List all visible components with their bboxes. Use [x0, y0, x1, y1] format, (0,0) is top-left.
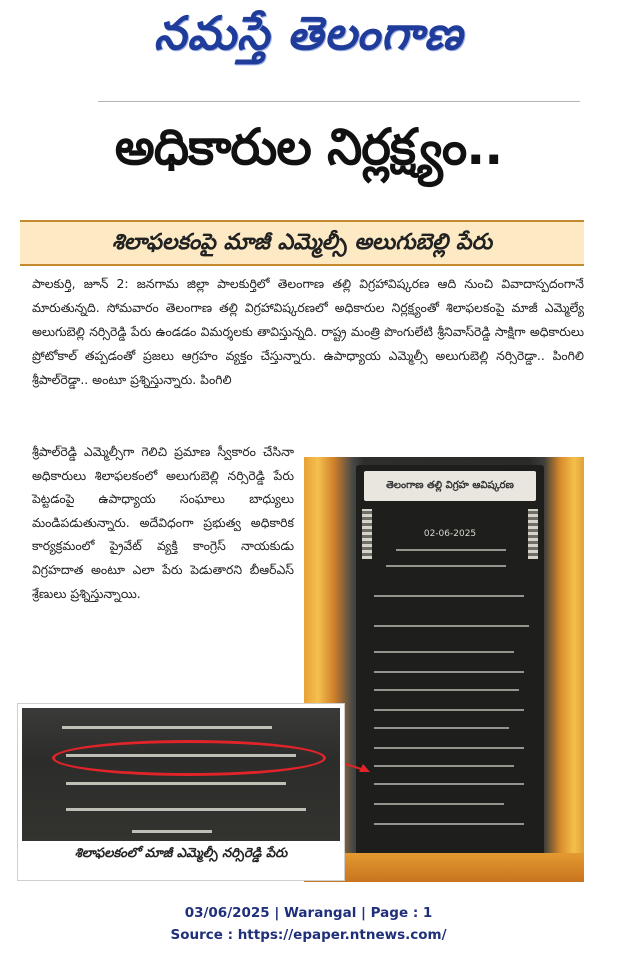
plaque-text-line	[396, 549, 506, 551]
inset-text-line	[62, 726, 272, 729]
plaque-text-line	[374, 747, 524, 749]
inset-text-line	[132, 830, 212, 833]
footer-source: Source : https://epaper.ntnews.com/	[170, 927, 447, 943]
article-subheadline: శిలాఫలకంపై మాజీ ఎమ్మెల్సీ అలుగుబెల్లి పేరు	[20, 220, 584, 266]
plaque-text-line	[374, 823, 524, 825]
plaque-text-line	[374, 803, 504, 805]
plaque-text-line	[374, 727, 509, 729]
highlight-ring	[52, 740, 326, 776]
plaque-text-line	[374, 671, 524, 673]
inset-plaque-closeup	[22, 708, 340, 841]
inset-caption: శిలాఫలకంలో మాజీ ఎమ్మెల్సీ నర్సిరెడ్డి పేరు	[74, 846, 288, 861]
newspaper-masthead: నమస్తే తెలంగాణ	[153, 6, 464, 60]
plaque-text-line	[386, 565, 506, 567]
plaque-text-line	[374, 595, 524, 597]
plaque-text-line	[374, 625, 529, 627]
plaque-text-line	[374, 765, 514, 767]
masthead-divider	[98, 101, 580, 102]
article-headline: అధికారుల నిర్లక్ష్యం..	[114, 118, 503, 176]
plaque-text-line	[374, 783, 524, 785]
plaque-heading: తెలంగాణ తల్లి విగ్రహ ఆవిష్కరణ	[364, 471, 536, 501]
foundation-plaque	[356, 465, 544, 857]
inset-text-line	[66, 808, 306, 811]
plaque-text-line	[374, 689, 519, 691]
plaque-date: 02-06-2025	[423, 529, 477, 539]
footer-edition-info: 03/06/2025 | Warangal | Page : 1	[184, 905, 433, 921]
plaque-text-line	[374, 709, 524, 711]
plaque-text-line	[374, 651, 514, 653]
article-body-column: శ్రీపాల్‌రెడ్డి ఎమ్మెల్సీగా గెలిచి ప్రమాణ స్వీకారం చేసినా అధికారులు శిలాఫలకంలో అలుగుబెల్లి నర్సిరెడ్డి పేరు పెట్టడంపై ఉపాధ్యాయ సంఘాలు బాధ్యులు మండిపడుతున్నారు. అదేవిధంగా ప్రభుత్వ అధికారిక కార్యక్రమంలో ప్రైవేట్ వ్యక్తి కాంగ్రెస్ నాయకుడు విగ్రహదాత అంటూ ఎలా పేరు పెడుతారని బీఆర్‌ఎస్ శ్రేణులు ప్రశ్నిస్తున్నాయి.	[32, 444, 294, 601]
inset-text-line	[66, 782, 286, 785]
inset-photo-box	[17, 703, 345, 881]
plaque-photo	[304, 457, 584, 882]
marigold-garland	[304, 853, 584, 882]
article-body-full-width: పాలకుర్తి, జూన్ 2: జనగామ జిల్లా పాలకుర్తిలో తెలంగాణ తల్లి విగ్రహావిష్కరణ ఆది నుంచి వివాదాస్పదంగానే మారుతున్నది. సోమవారం తెలంగాణ తల్లి విగ్రహావిష్కరణలో అధికారుల నిర్లక్ష్యంతో శిలాఫలకంపై మాజీ ఎమ్మెల్యే అలుగుబెల్లి నర్సిరెడ్డి పేరు ఉండడం విమర్శలకు తావిస్తున్నది. రాష్ట్ర మంత్రి పొంగులేటి శ్రీనివాస్‌రెడ్డి సాక్షిగా అధికారులు ప్రోటోకాల్ తప్పడంతో ప్రజలు ఆగ్రహం వ్యక్తం చేస్తున్నారు. ఉపాధ్యాయ ఎమ్మెల్సీ అలుగుబెల్లి నర్సిరెడ్డా.. పింగిలి శ్రీపాల్‌రెడ్డా.. అంటూ ప్రశ్నిస్తున్నారు. పింగిలి	[32, 276, 584, 387]
